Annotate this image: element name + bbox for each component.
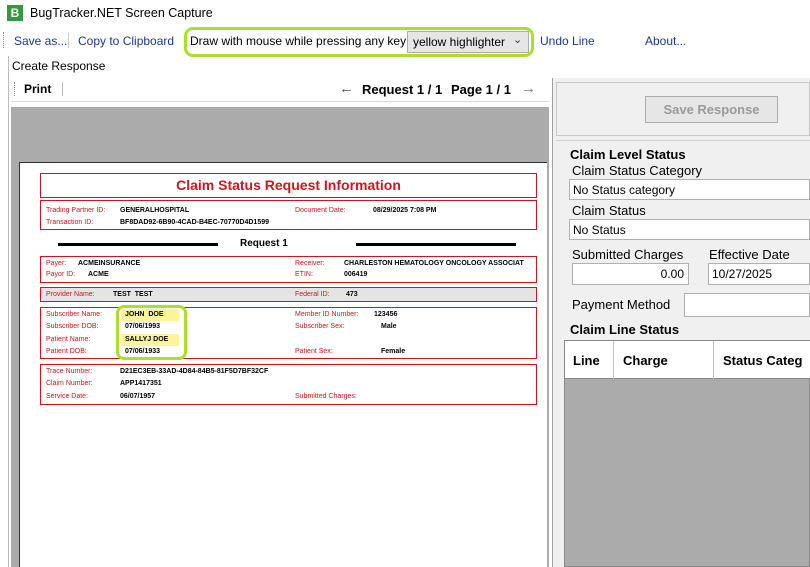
app-icon: B [7, 5, 23, 21]
patient-sex-value: Female [381, 348, 406, 355]
page-indicator: Page 1 / 1 [451, 82, 511, 97]
highlighter-select[interactable] [407, 31, 529, 53]
grid-column-charge[interactable]: Charge [623, 353, 668, 368]
service-date-label: Service Date: [46, 393, 89, 400]
grid-column-separator [613, 341, 614, 379]
patient-name-label: Patient Name: [46, 336, 91, 343]
patient-dob-label: Patient DOB: [46, 348, 87, 355]
claim-number-label: Claim Number: [46, 380, 93, 387]
panel-divider [556, 140, 810, 141]
member-id-label: Member ID Number: [295, 311, 359, 318]
toolbar-grip-icon [3, 32, 6, 48]
trace-number-label: Trace Number: [46, 368, 93, 375]
claim-status-category-field[interactable]: No Status category [569, 179, 810, 200]
submitted-charges-field[interactable]: 0.00 [572, 263, 689, 285]
annotation-outline [116, 305, 187, 360]
etin-value: 006419 [344, 271, 368, 278]
federal-id-value: 473 [346, 291, 358, 298]
member-id-value: 123456 [374, 311, 398, 318]
claim-line-status-heading: Claim Line Status [570, 322, 680, 337]
document-date-label: Document Date: [295, 207, 346, 214]
subscriber-name-value: JOHN DOE [125, 311, 164, 318]
request-rule-left [58, 243, 218, 246]
menu-separator [68, 33, 69, 48]
subscriber-dob-value: 07/06/1993 [125, 323, 161, 330]
subscriber-sex-label: Subscriber Sex: [295, 323, 345, 330]
payment-method-label: Payment Method [572, 297, 671, 312]
draw-instruction-label: Draw with mouse while pressing any key [190, 34, 407, 48]
document-date-value: 08/29/2025 7:08 PM [373, 207, 437, 214]
create-response-label: Create Response [12, 59, 106, 73]
federal-id-label: Federal ID: [295, 291, 330, 298]
grid-column-line[interactable]: Line [573, 353, 600, 368]
save-as-button[interactable]: Save as... [14, 34, 68, 48]
payer-value: ACMEINSURANCE [78, 260, 141, 267]
arrow-left-icon[interactable]: ← [339, 80, 354, 97]
effective-date-label: Effective Date [709, 247, 790, 262]
transaction-id-label: Transaction ID: [46, 219, 94, 226]
provider-name-label: Provider Name: [46, 291, 95, 298]
claim-number-value: APP1417351 [120, 380, 162, 387]
subscriber-section [40, 307, 537, 359]
provider-name-value: TEST TEST [113, 291, 153, 298]
claim-status-field[interactable]: No Status [569, 219, 810, 240]
print-button[interactable]: Print [24, 82, 52, 96]
grid-column-separator [713, 341, 714, 379]
request-indicator: Request 1 / 1 [362, 82, 443, 97]
about-button[interactable]: About... [645, 34, 687, 48]
submitted-charges-report-label: Submitted Charges: [295, 393, 357, 400]
copy-to-clipboard-button[interactable]: Copy to Clipboard [78, 34, 175, 48]
subscriber-name-label: Subscriber Name: [46, 311, 103, 318]
etin-label: ETIN: [295, 271, 313, 278]
undo-line-button[interactable]: Undo Line [540, 34, 595, 48]
transaction-id-value: BF8DAD92-6B90-4CAD-B4EC-70770D4D1599 [120, 219, 270, 226]
claim-level-status-heading: Claim Level Status [570, 147, 686, 162]
receiver-label: Receiver: [295, 260, 325, 267]
service-date-value: 06/07/1957 [120, 393, 156, 400]
trace-number-value: D21EC3EB-33AD-4D84-84B5-81F5D7BF32CF [120, 368, 269, 375]
patient-name-value: SALLYJ DOE [125, 336, 169, 343]
request-heading: Request 1 [240, 238, 288, 249]
payer-label: Payer: [46, 260, 67, 267]
subscriber-dob-label: Subscriber DOB: [46, 323, 99, 330]
subscriber-sex-value: Male [381, 323, 397, 330]
payor-id-value: ACME [88, 271, 109, 278]
header-section [40, 200, 537, 230]
submitted-charges-label: Submitted Charges [572, 247, 684, 262]
window-title: BugTracker.NET Screen Capture [30, 6, 213, 20]
trading-partner-id-label: Trading Partner ID: [46, 207, 106, 214]
window-border [8, 56, 9, 567]
save-response-button[interactable]: Save Response [645, 96, 778, 123]
patient-sex-label: Patient Sex: [295, 348, 333, 355]
effective-date-field[interactable]: 10/27/2025 [708, 263, 810, 285]
highlighter-value: yellow highlighter [413, 35, 506, 49]
claim-section [40, 364, 537, 405]
payor-id-label: Payor ID: [46, 271, 76, 278]
payment-method-field[interactable] [684, 293, 810, 317]
patient-dob-value: 07/06/1933 [125, 348, 161, 355]
trading-partner-id-value: GENERALHOSPITAL [120, 207, 190, 214]
report-title: Claim Status Request Information [40, 173, 537, 198]
claim-status-category-label: Claim Status Category [572, 163, 703, 178]
request-rule-right [356, 243, 516, 246]
toolbar-grip-icon [14, 82, 16, 96]
claim-status-label: Claim Status [572, 203, 646, 218]
receiver-value: CHARLESTON HEMATOLOGY ONCOLOGY ASSOCIAT [344, 260, 524, 267]
arrow-right-icon[interactable]: → [521, 80, 536, 97]
chevron-down-icon[interactable]: ⌄ [513, 34, 523, 46]
toolbar-separator [62, 82, 63, 96]
grid-column-status-category[interactable]: Status Categ [723, 353, 803, 368]
